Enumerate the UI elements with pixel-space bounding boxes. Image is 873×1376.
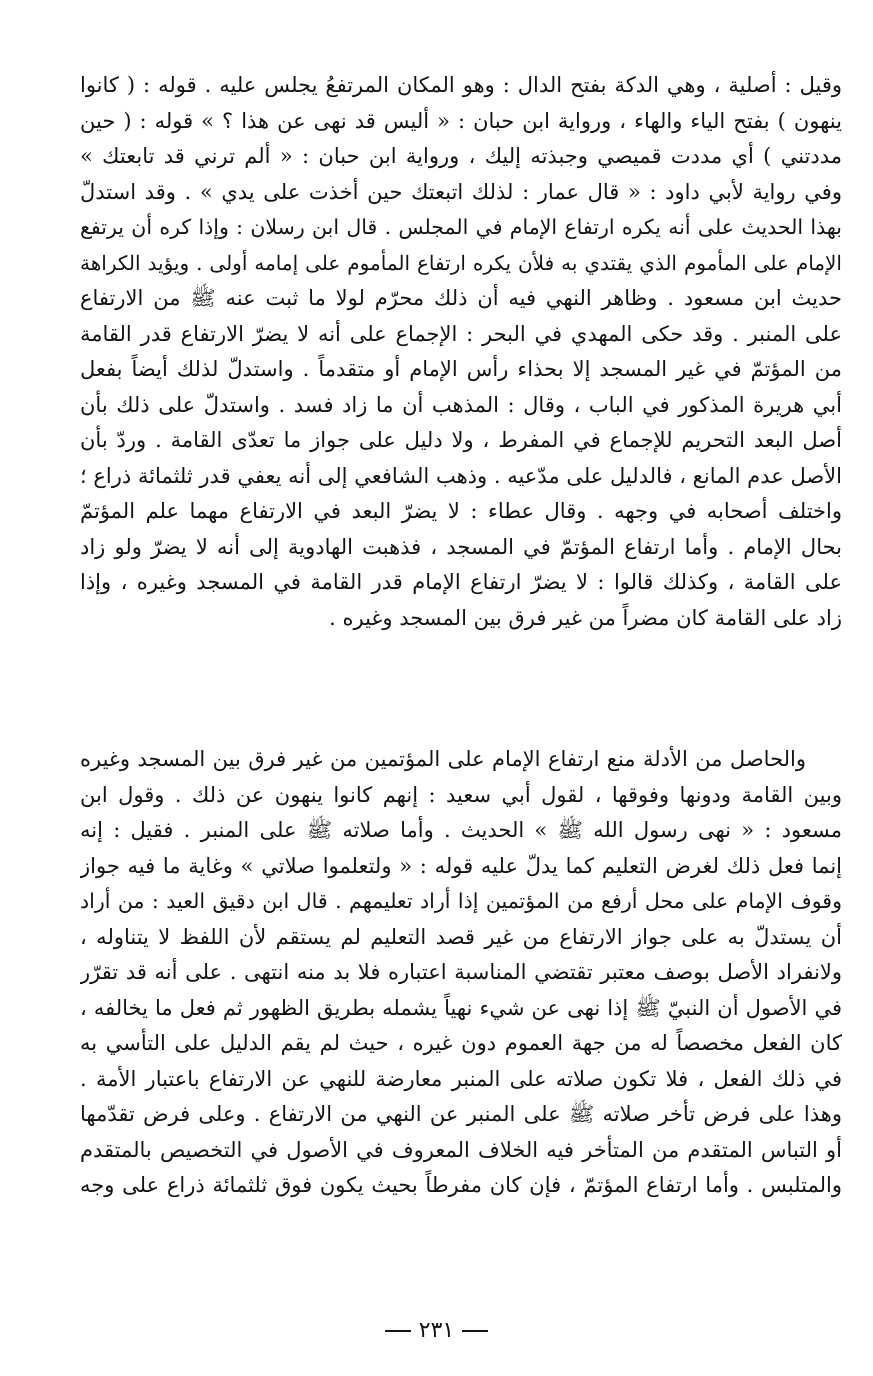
text-line: على المنبر . وقد حكى المهدي في البحر : الإجماع على أنه لا يضرّ الارتفاع قدر القامة [80,321,842,346]
text-line: أن يستدلّ به على جواز الارتفاع من غير قصد التعليم لم يستقم لأن اللفظ لا يتناوله ، [80,924,842,949]
text-line: وفي رواية لأبي داود : « قال عمار : لذلك اتبعتك حين أخذت على يدي » . وقد استدلّ [80,179,842,204]
text-line: إنما فعل ذلك لغرض التعليم كما يدلّ عليه قوله : « ولتعلموا صلاتي » وغاية ما فيه جواز [80,853,842,878]
text-line: والمتلبس . وأما ارتفاع المؤتمّ ، فإن كان مفرطاً بحيث يكون فوق ثلثمائة ذراع على وجه [80,1173,842,1197]
text-line: الإمام على المأموم الذي يقتدي به فلأن يكره ارتفاع المأموم على إمامه أولى . ويؤيد الكراهة [80,250,842,275]
text-line: أبي هريرة المذكور في الباب ، وقال : المذهب أن ما زاد فسد . واستدلّ على ذلك بأن [80,392,842,417]
page-number-footer [0,1316,873,1346]
folio-dash-left [385,1330,411,1332]
text-line: من المؤتمّ في غير المسجد إلا بحذاء رأس الإمام أو متقدماً . واستدلّ لذلك أيضاً بفعل [80,357,842,381]
text-line: وقيل : أصلية ، وهي الدكة بفتح الدال : وهو المكان المرتفعُ يجلس عليه . قوله : ( كانوا [80,73,842,97]
text-line: واختلف أصحابه في وجهه . وقال عطاء : لا يضرّ البعد في الارتفاع مهما علم المؤتمّ [80,499,842,523]
text-line: وبين القامة ودونها وفوقها ، لقول أبي سعيد : إنهم كانوا ينهون عن ذلك . وقول ابن [80,782,842,807]
paragraph-1 [80,68,842,636]
text-line: وهذا على فرض تأخر صلاته ﷺ على المنبر عن النهي من الارتفاع . وعلى فرض تقدّمها [80,1102,842,1126]
text-line: زاد على القامة كان مضراً من غير فرق بين المسجد وغيره . [329,605,842,630]
text-line: مددتني ) أي مددت قميصي وجبذته إليك ، ورواية ابن حبان : « ألم ترني قد تابعتك » [80,144,842,168]
paragraph-2 [80,742,842,1204]
text-line: في الأصول أن النبيّ ﷺ إذا نهى عن شيء نهياً يشمله بطريق الظهور ثم فعل ما يخالفه ، [80,995,842,1020]
text-line: كان الفعل مخصصاً له من جهة العموم دون غيره ، حيث لم يقم الدليل على التأسي به [80,1031,842,1055]
text-line: أو التباس المتقدم من المتأخر فيه الخلاف المعروف في الأصول في التخصيص بالمتقدم [80,1137,842,1162]
text-line: وقوف الإمام على محل أرفع من المؤتمين إذا أراد تعليمهم . قال ابن دقيق العيد : من أراد [80,889,842,913]
text-line: مسعود : « نهى رسول الله ﷺ » الحديث . وأما صلاته ﷺ على المنبر . فقيل : إنه [80,818,842,842]
text-line: بحال الإمام . وأما ارتفاع المؤتمّ في المسجد ، فذهبت الهادوية إلى أنه لا يضرّ ولو زاد [80,534,842,559]
text-line: حديث ابن مسعود . وظاهر النهي فيه أن ذلك محرّم لولا ما ثبت عنه ﷺ من الارتفاع [80,286,842,310]
text-line: على القامة ، وكذلك قالوا : لا يضرّ ارتفاع الإمام قدر القامة في المسجد وغيره ، وإذا [80,570,842,594]
text-line: في ذلك الفعل ، فلا تكون صلاته على المنبر معارضة للنهي عن الارتفاع باعتبار الأمة . [80,1066,842,1091]
folio-dash-right [462,1330,488,1332]
text-line: الأصل عدم المانع ، فالدليل على مدّعيه . وذهب الشافعي إلى أنه يعفي قدر ثلثمائة ذراع ؛ [80,463,842,488]
text-line: ولانفراد الأصل بوصف معتبر تقتضي المناسبة اعتباره فلا بد منه انتهى . على أنه قد تقرّر [80,960,842,984]
text-line: ينهون ) بفتح الياء والهاء ، ورواية ابن حبان : « أليس قد نهى عن هذا ؟ » قوله : ( حين [80,108,842,133]
text-line: بهذا الحديث على أنه يكره ارتفاع الإمام في المجلس . قال ابن رسلان : وإذا كره أن يرتفع [80,215,842,239]
page-number: ٢٣١ [418,1318,455,1343]
text-line: أصل البعد التحريم للإجماع في المفرط ، ولا دليل على جواز ما تعدّى القامة . وردّ بأن [80,428,842,452]
text-line: والحاصل من الأدلة منع ارتفاع الإمام على المؤتمين من غير فرق بين المسجد وغيره [80,747,806,771]
